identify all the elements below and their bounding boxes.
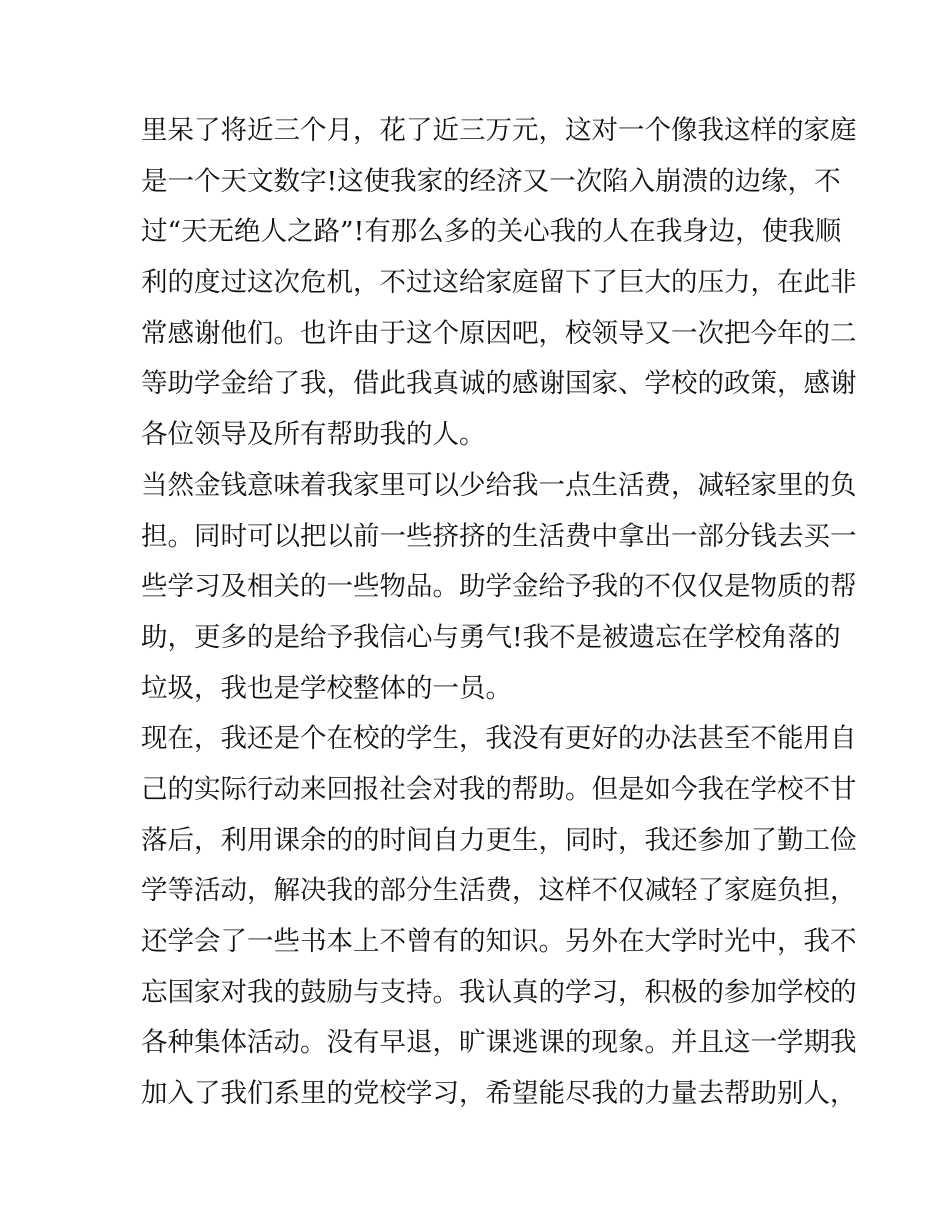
text-line: 等助学金给了我，借此我真诚的感谢国家、学校的政策，感谢 [141, 368, 857, 400]
text-line: 垃圾，我也是学校整体的一员。 [141, 672, 512, 704]
text-line: 过“天无绝人之路”!有那么多的关心我的人在我身边，使我顺 [141, 216, 842, 248]
text-line: 利的度过这次危机，不过这给家庭留下了巨大的压力，在此非 [141, 267, 857, 299]
text-line: 些学习及相关的一些物品。助学金给予我的不仅仅是物质的帮 [141, 571, 857, 603]
text-line: 里呆了将近三个月，花了近三万元，这对一个像我这样的家庭 [141, 115, 857, 146]
text-line: 忘国家对我的鼓励与支持。我认真的学习，积极的参加学校的 [141, 976, 857, 1008]
text-line: 助，更多的是给予我信心与勇气!我不是被遗忘在学校角落的 [141, 621, 841, 653]
text-line: 还学会了一些书本上不曾有的知识。另外在大学时光中，我不 [141, 926, 857, 957]
text-line: 当然金钱意味着我家里可以少给我一点生活费，减轻家里的负 [141, 469, 857, 501]
text-line: 落后，利用课余的的时间自力更生，同时，我还参加了勤工俭 [141, 824, 857, 856]
text-line: 加入了我们系里的党校学习，希望能尽我的力量去帮助别人， [141, 1078, 857, 1110]
text-line: 各位领导及所有帮助我的人。 [141, 419, 486, 451]
text-line: 学等活动，解决我的部分生活费，这样不仅减轻了家庭负担， [141, 875, 857, 907]
text-line: 现在，我还是个在校的学生，我没有更好的办法甚至不能用自 [141, 723, 857, 755]
body-text [141, 106, 857, 1120]
text-line: 担。同时可以把以前一些挤挤的生活费中拿出一部分钱去买一 [141, 520, 857, 552]
text-line: 是一个天文数字!这使我家的经济又一次陷入崩溃的边缘，不 [141, 165, 841, 197]
text-line: 各种集体活动。没有早退，旷课逃课的现象。并且这一学期我 [141, 1027, 857, 1059]
text-line: 己的实际行动来回报社会对我的帮助。但是如今我在学校不甘 [141, 773, 857, 805]
text-line: 常感谢他们。也许由于这个原因吧，校领导又一次把今年的二 [141, 317, 857, 349]
